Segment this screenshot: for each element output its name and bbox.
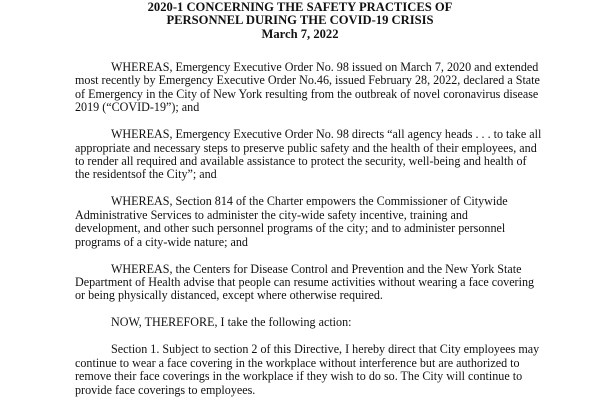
paragraph-whereas-agency-heads (75, 128, 555, 182)
paragraph-line: Department of Health advise that people can resume activities without wearing a face covering (75, 275, 535, 290)
document-body (75, 61, 555, 411)
paragraph-line: NOW, THEREFORE, I take the following action: (111, 315, 352, 330)
paragraph-now-therefore (75, 316, 555, 329)
paragraph-line: development, and other such personnel programs of the city; and to administer personnel (75, 221, 506, 236)
paragraph-line: 2019 (“COVID-19”); and (75, 100, 200, 115)
paragraph-whereas-cdc (75, 263, 555, 303)
paragraph-line: WHEREAS, Section 814 of the Charter empowers the Commissioner of Citywide (111, 194, 508, 209)
paragraph-line: Administrative Services to administer the city-wide safety incentive, training and (75, 207, 468, 222)
title-line-1: 2020-1 CONCERNING THE SAFETY PRACTICES OF (147, 0, 453, 14)
paragraph-line: the residentsof the City”; and (75, 167, 217, 182)
paragraph-line: WHEREAS, the Centers for Disease Control and Prevention and the New York State (111, 261, 522, 276)
paragraph-line: remove their face coverings in the workplace if they wish to do so. The City will continue to (75, 369, 523, 384)
paragraph-line: appropriate and necessary steps to preserve public safety and the health of their employees, and (75, 140, 537, 155)
paragraph-line: most recently by Emergency Executive Order No.46, issued February 28, 2022, declared a State (75, 73, 540, 88)
paragraph-section-1 (75, 343, 555, 397)
paragraph-line: to render all required and available assistance to protect the security, well-being and health of (75, 154, 527, 169)
paragraph-line: continue to wear a face covering in the workplace without interference but are authorized to (75, 355, 520, 370)
paragraph-line: WHEREAS, Emergency Executive Order No. 98 issued on March 7, 2020 and extended (111, 60, 539, 74)
document-title (0, 1, 600, 41)
paragraph-line: of Emergency in the City of New York resulting from the outbreak of novel coronavirus disease (75, 86, 539, 101)
paragraph-line: WHEREAS, Emergency Executive Order No. 98 directs “all agency heads . . . to take all (111, 127, 542, 142)
paragraph-line: Section 1. Subject to section 2 of this Directive, I hereby direct that City employees may (111, 342, 540, 357)
title-line-2: PERSONNEL DURING THE COVID-19 CRISIS (166, 13, 434, 28)
paragraph-whereas-section-814 (75, 195, 555, 249)
paragraph-whereas-eo98 (75, 61, 555, 115)
paragraph-line: provide face coverings to employees. (75, 382, 256, 397)
paragraph-line: or being physically distanced, except where otherwise required. (75, 288, 383, 303)
document-date: March 7, 2022 (261, 26, 339, 41)
paragraph-line: programs of a city-wide nature; and (75, 234, 248, 249)
